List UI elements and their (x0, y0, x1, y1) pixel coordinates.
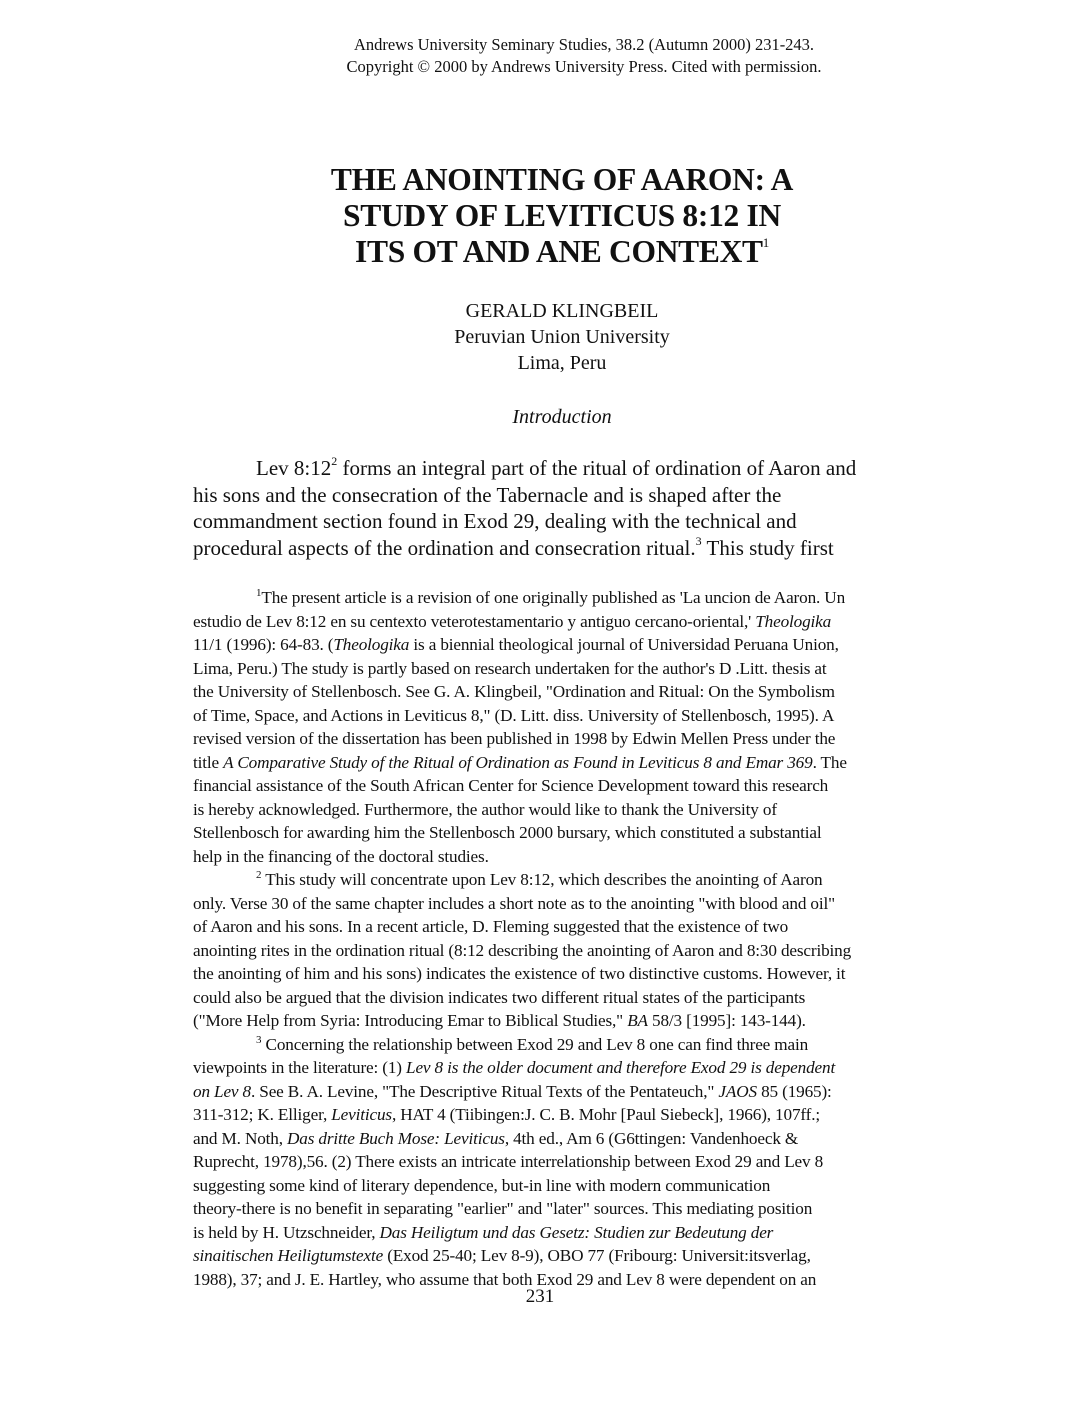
footnote-ref[interactable]: 1 (762, 235, 769, 250)
footnotes (193, 586, 963, 1291)
body-line: Lev $8:12^2$ forms an integral part of the ritual of ordination of Aaron and (256, 454, 857, 480)
citation-line: Andrews University Seminary Studies, 38.2 (Autumn 2000) 231-243. (353, 35, 815, 54)
body-line: commandment section found in Exod 29, dealing with the technical and (193, 509, 797, 533)
footnote-3: $^3$ Concerning the relationship between Exod 29 and Lev 8 one can find three main viewpoints in the literature: (1) Lev 8 is the older document and therefore Exod 29 is dependent on Lev 8. See B. A. Levine, "The Descriptive Ritual Texts of the Pentateuch," JAOS 85 (1965): 311-312; K. Elliger, Leviticus, HAT 4 (Tiibingen:J. C. B. Mohr [Paul Siebeck], 1966), 107ff.; and M. Noth, Das dritte Buch Mose: Leviticus, 4th ed., Am 6 (G6ttingen: Vandenhoeck & Ruprecht, 1978),56. (2) There exists an intricate interrelationship between Exod 29 and Lev 8 suggesting some kind of literary dependence, but-in line with modern communication theory-there is no benefit in separating "earlier" and "later" sources. This mediating position is held by H. Utzschneider, Das Heiligtum und das Gesetz: Studien zur Bedeutung der sinaitischen Heiligtumstexte (Exod 25-40; Lev 8-9), OBO 77 (Fribourg: Universit:itsverlag, 1988), 37; and J. E. Hartley, who assume that both Exod 29 and Lev 8 were dependent on an (193, 1033, 836, 1289)
section-heading: Introduction (512, 406, 612, 428)
footnote-mark: 2 (256, 869, 262, 881)
footnote-2: $^2$ This study will concentrate upon Lev 8:12, which describes the anointing of Aaron only. Verse 30 of the same chapter includes a short note as to the anointing "with blood and oil" of Aaron and his sons. In a recent article, D. Fleming suggested that the existence of two anointing rites in the ordination ritual (8:12 describing the anointing of Aaron and 8:30 describing the anointing of him and his sons) indicates the existence of two distinctive customs. However, it could also be argued that the division indicates two different ritual states of the participants ("More Help from Syria: Introducing Emar to Biblical Studies," BA 58/3 [1995]: 143-144). (193, 869, 852, 1030)
footnote-mark: 1 (256, 587, 262, 599)
body-line: his sons and the consecration of the Tabernacle and is shaped after the (193, 482, 782, 507)
title-line: THE ANOINTING OF AARON: A (330, 162, 794, 197)
body-line: procedural aspects of the ordination and consecration ritual.$^3$ This study first (193, 533, 834, 560)
footnote-1: $^1$The present article is a revision of one originally published as 'La uncion de Aaron. Un estudio de Lev 8:12 en su centexto veterotestamentario y antiguo cercano-oriental,' Theologika 11/1 (1996): 64-83. (Theologika is a biennial theological journal of Universidad Peruana Union, Lima, Peru.) The study is partly based on research undertaken for the author's D .Litt. thesis at the University of Stellenbosch. See G. A. Klingbeil, "Ordination and Ritual: On the Symbolism of Time, Space, and Actions in Leviticus 8," (D. Litt. diss. University of Stellenbosch, 1995). A revised version of the dissertation has been published in 1998 by Edwin Mellen Press under the title A Comparative Study of the Ritual of Ordination as Found in Leviticus 8 and Emar 369. The financial assistance of the South African Center for Science Development toward this research is hereby acknowledged. Furthermore, the author would like to thank the University of Stellenbosch for awarding him the Stellenbosch 2000 bursary, which constituted a substantial help in the financing of the doctoral studies. (193, 587, 847, 866)
author-name: GERALD KLINGBEIL (465, 300, 659, 322)
footnote-ref[interactable]: 2 (331, 454, 338, 468)
page-number: 231 (525, 1286, 555, 1307)
title-line: ITS OT AND ANE CONTEXT$^1$ (355, 234, 769, 269)
journal-citation-header (200, 34, 968, 78)
footnote-ref[interactable]: 3 (695, 533, 702, 548)
article-title (212, 162, 912, 270)
footnote-mark: 3 (256, 1033, 262, 1046)
title-line: STUDY OF LEVITICUS 8:12 IN (343, 198, 781, 233)
copyright-line: Copyright © 2000 by Andrews University Press. Cited with permission. (346, 57, 822, 76)
author-location: Lima, Peru (517, 352, 607, 374)
author-block (212, 298, 912, 376)
body-paragraph (193, 455, 963, 561)
author-affiliation: Peruvian Union University (454, 326, 670, 348)
